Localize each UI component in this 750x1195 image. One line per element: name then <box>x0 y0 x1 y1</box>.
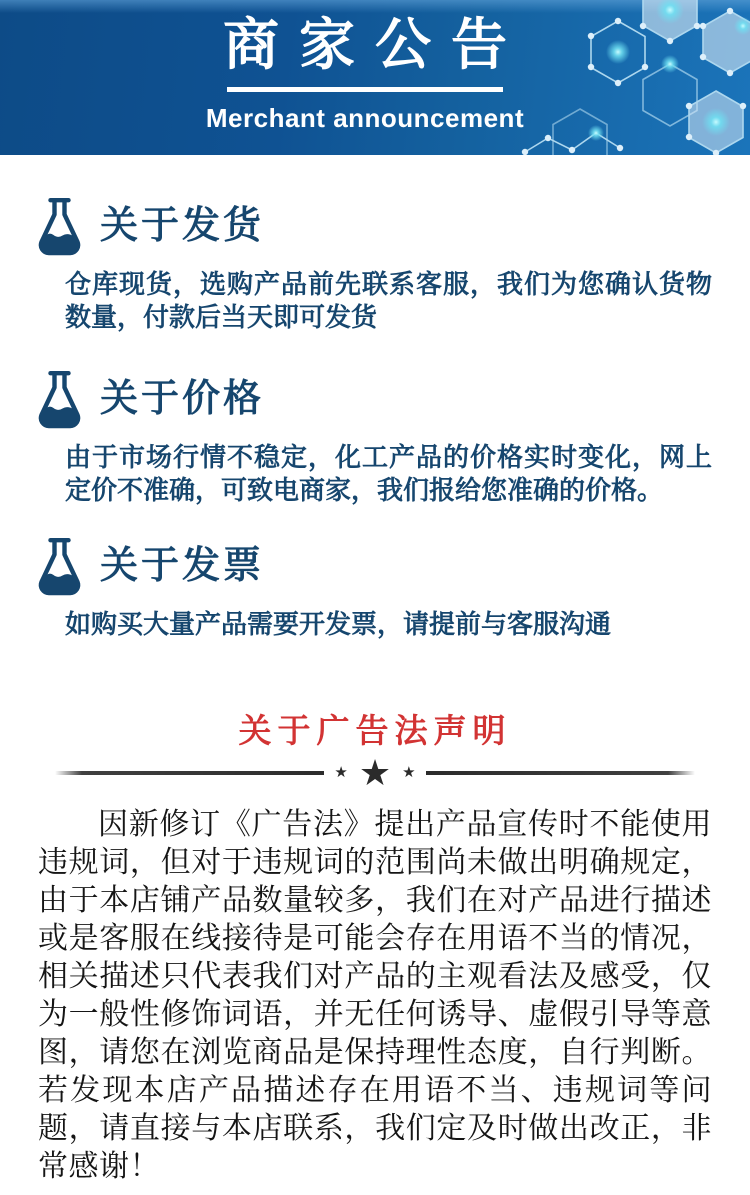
divider-line-left <box>55 771 324 775</box>
small-star-icon: ★ <box>402 764 416 782</box>
banner-text-block <box>0 0 740 134</box>
ad-law-paragraph: 因新修订《广告法》提出产品宣传时不能使用违规词，但对于违规词的范围尚未做出明确规定，由于本店铺产品数量较多，我们在对产品进行描述或是客服在线接待是可能会存在用语不当的情况，相关描述只代表我们对产品的主观看法及感受，仅为一般性修饰词语，并无任何诱导、虚假引导等意图，请您在浏览商品是保持理性态度，自行判断。若发现本店产品描述存在用语不当、违规词等问题，请直接与本店联系，我们定及时做出改正，非常感谢！ <box>38 807 712 1183</box>
divider-line-right <box>426 771 695 775</box>
section-body-shipping: 仓库现货，选购产品前先联系客服，我们为您确认货物数量，付款后当天即可发货 <box>65 269 712 332</box>
star-divider <box>55 751 695 793</box>
section-heading-invoice: 关于发票 <box>100 544 265 587</box>
section-heading-shipping: 关于发货 <box>100 204 265 247</box>
section-heading-price: 关于价格 <box>100 377 265 420</box>
title-underline <box>227 87 503 92</box>
flask-icon <box>36 370 83 429</box>
section-body-price: 由于市场行情不稳定，化工产品的价格实时变化，网上定价不准确，可致电商家，我们报给您准确的价格。 <box>65 442 712 505</box>
section-invoice <box>0 537 750 641</box>
flask-icon <box>36 197 83 256</box>
section-shipping <box>0 197 750 334</box>
header-banner <box>0 0 750 155</box>
star-icon: ★ <box>358 751 392 793</box>
section-body-invoice: 如购买大量产品需要开发票，请提前与客服沟通 <box>65 609 612 639</box>
ad-law-heading: 关于广告法声明 <box>238 712 512 749</box>
page-title: 商家公告 <box>223 13 527 76</box>
page-subtitle: Merchant announcement <box>205 103 525 133</box>
section-price <box>0 370 750 507</box>
small-star-icon: ★ <box>334 764 348 782</box>
flask-icon <box>36 537 83 596</box>
